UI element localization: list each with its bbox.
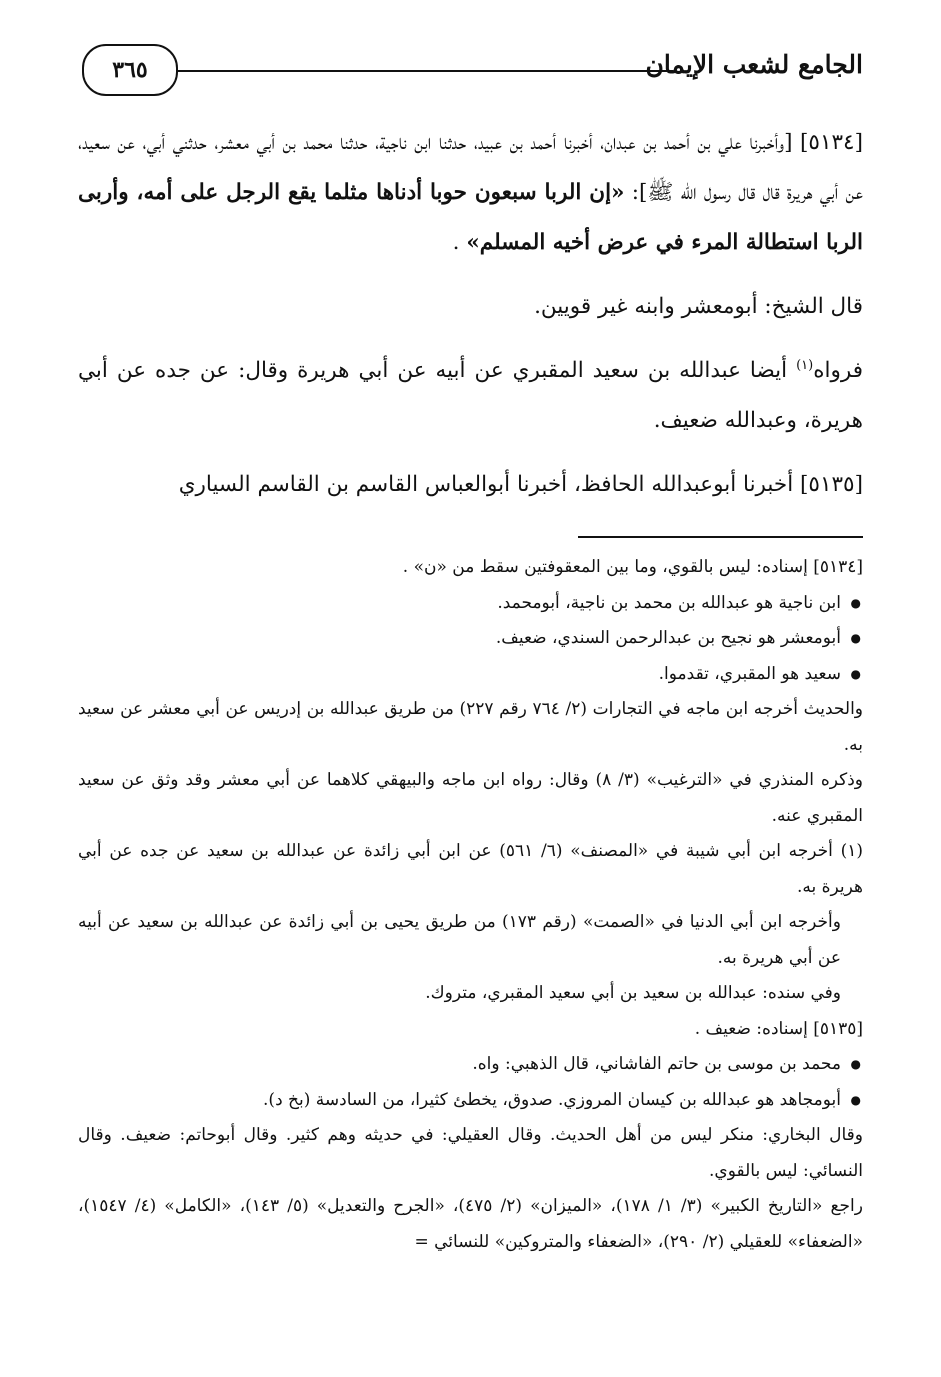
main-text xyxy=(78,118,863,510)
note-5134-isnad: [٥١٣٤] إسناده: ليس بالقوي، وما بين المعقوفتين سقط من «ن» . xyxy=(402,557,863,577)
footnote-divider xyxy=(578,536,863,538)
hadith-5134-matn: «إن الربا سبعون حوبا أدناها مثلما يقع الرجل على أمه، وأربى الربا استطالة المرء في عرض أخيه المسلم» xyxy=(78,180,863,255)
footnote-1-sanad: وفي سنده: عبدالله بن سعيد بن أبي سعيد المقبري، متروك. xyxy=(425,983,841,1003)
note-mundhiri: وذكره المنذري في «الترغيب» (٣/ ٨) وقال: رواه ابن ماجه والبيهقي كلاهما عن أبي معشر وقد وثق عن سعيد المقبري عنه. xyxy=(78,770,863,826)
sheikh-comment: قال الشيخ: أبومعشر وابنه غير قويين. xyxy=(534,294,863,319)
hadith-5134-isnad: [٥١٣٤] [وأخبرنا علي بن أحمد بن عبدان، أخبرنا أحمد بن عبيد، حدثنا ابن ناجية، حدثنا محمد بن أبي معشر، حدثني أبي، عن سعيد، عن أبي هريرة قال قال رسول الله ﷺ]: xyxy=(78,130,863,205)
note-bullet: ● محمد بن موسى بن حاتم الفاشاني، قال الذهبي: واه. xyxy=(78,1047,863,1083)
alternate-narration-rest: أيضا عبدالله بن سعيد المقبري عن أبيه عن أبي هريرة وقال: عن جده عن أبي هريرة، وعبدالله ضعيف. xyxy=(78,358,863,433)
alternate-narration-start: فرواه xyxy=(813,358,863,383)
note-5135-isnad: [٥١٣٥] إسناده: ضعيف . xyxy=(694,1018,863,1039)
header-rule xyxy=(177,70,673,72)
note-references: راجع «التاريخ الكبير» (٣/ ١/ ١٧٨)، «الميزان» (٢/ ٤٧٥)، «الجرح والتعديل» (٥/ ١٤٣)، «الكامل» (٤/ ١٥٤٧)، «الضعفاء» للعقيلي (٢/ ٢٩٠)، «الضعفاء والمتروكين» للنسائي = xyxy=(78,1196,863,1252)
note-takhrij: والحديث أخرجه ابن ماجه في التجارات (٢/ ٧٦٤ رقم ٢٢٧) من طريق عبدالله بن إدريس عن أبي معشر عن سعيد به. xyxy=(78,699,863,755)
hadith-5134-end: . xyxy=(452,230,467,255)
running-title: الجامع لشعب الإيمان xyxy=(645,50,863,79)
hadith-5135: [٥١٣٥] أخبرنا أبوعبدالله الحافظ، أخبرنا أبوالعباس القاسم بن القاسم السياري xyxy=(178,472,863,497)
footnote-1-cont: وأخرجه ابن أبي الدنيا في «الصمت» (رقم ١٧٣) من طريق يحيى بن أبي زائدة عن عبدالله بن سعيد عن أبيه عن أبي هريرة به. xyxy=(78,912,841,968)
footnote-1: (١) أخرجه ابن أبي شيبة في «المصنف» (٦/ ٥٦١) عن ابن أبي زائدة عن عبدالله بن سعيد عن جده عن أبي هريرة به. xyxy=(78,841,864,897)
note-narrator-criticism: وقال البخاري: منكر ليس من أهل الحديث. وقال العقيلي: في حديثه وهم كثير. وقال أبوحاتم: ضعيف. وقال النسائي: ليس بالقوي. xyxy=(78,1125,863,1181)
note-bullet: ● سعيد هو المقبري، تقدموا. xyxy=(78,657,863,693)
alternate-narration xyxy=(78,346,863,446)
footnotes xyxy=(78,550,863,1260)
page-number: ٣٦٥ xyxy=(82,44,178,96)
note-bullet: ● ابن ناجية هو عبدالله بن محمد بن ناجية، أبومحمد. xyxy=(78,586,863,622)
hadith-5134 xyxy=(78,118,863,268)
page-header xyxy=(82,38,863,98)
note-bullet: ● أبومجاهد هو عبدالله بن كيسان المروزي. صدوق، يخطئ كثيرا، من السادسة (بخ د). xyxy=(78,1083,863,1119)
note-bullet: ● أبومعشر هو نجيح بن عبدالرحمن السندي، ضعيف. xyxy=(78,621,863,657)
footnote-ref-1: (١) xyxy=(796,357,814,373)
